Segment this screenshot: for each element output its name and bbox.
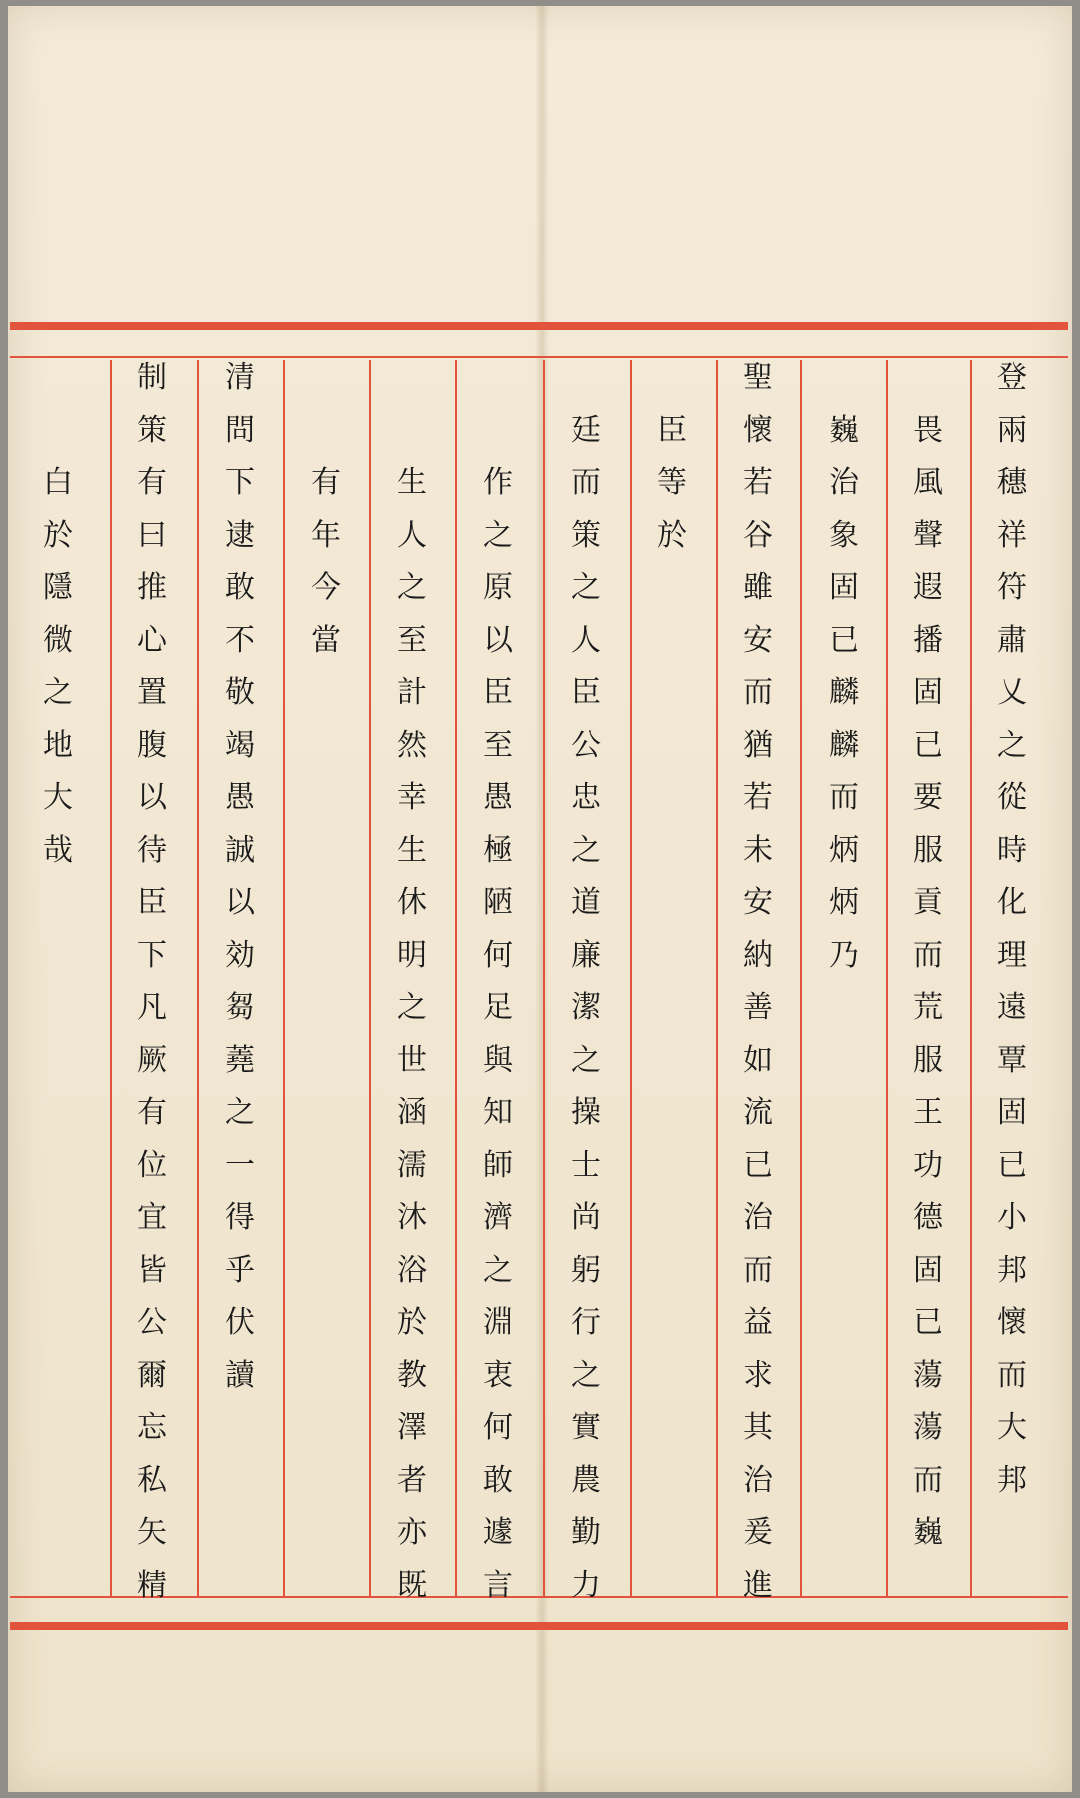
character: 而: [913, 1462, 943, 1498]
character: 於: [43, 517, 73, 553]
col-5: [633, 352, 711, 1665]
character: 淵: [483, 1305, 513, 1340]
character: 服: [913, 1042, 943, 1078]
character: 作: [483, 465, 513, 500]
character: 以: [483, 622, 513, 658]
character: 原: [483, 570, 513, 605]
character: 炳: [829, 832, 859, 868]
character: 衷: [483, 1357, 513, 1393]
character: 而: [997, 1357, 1027, 1393]
character: 治: [743, 1200, 773, 1235]
character: 陋: [483, 885, 513, 920]
character: 功: [913, 1147, 943, 1183]
character: 固: [913, 1252, 943, 1288]
character: 猶: [743, 727, 773, 763]
character: 敬: [225, 675, 255, 710]
character: 躬: [571, 1252, 601, 1288]
character: 與: [483, 1042, 513, 1078]
character: 穗: [997, 465, 1027, 500]
character: 兩: [997, 412, 1027, 448]
character: 敢: [225, 570, 255, 605]
character: 之: [571, 1357, 601, 1393]
character: 畏: [913, 412, 943, 448]
column-rule: [886, 360, 888, 1596]
character: 之: [571, 1042, 601, 1078]
character: 逮: [225, 517, 255, 553]
character: 今: [311, 570, 341, 605]
character: 而: [571, 465, 601, 500]
character: 竭: [225, 727, 255, 763]
character: 已: [829, 622, 859, 658]
col-6: [547, 352, 625, 1665]
character: 化: [997, 885, 1027, 920]
character: 足: [483, 990, 513, 1025]
character: 私: [137, 1462, 167, 1498]
character: 操: [571, 1095, 601, 1130]
character: 已: [743, 1147, 773, 1183]
character: 遽: [483, 1515, 513, 1550]
character: 潔: [571, 990, 601, 1025]
column-rule: [369, 360, 371, 1596]
character: 之: [397, 570, 427, 605]
character: 隱: [43, 570, 73, 605]
character: 雖: [743, 570, 773, 605]
character: 何: [483, 1410, 513, 1445]
character: 宜: [137, 1200, 167, 1235]
character: 治: [829, 465, 859, 500]
character: 要: [913, 780, 943, 815]
character: 心: [137, 622, 167, 658]
character: 已: [913, 1305, 943, 1340]
character: 蕩: [913, 1357, 943, 1393]
column-rule: [630, 360, 632, 1596]
character: 尚: [571, 1200, 601, 1235]
character: 實: [571, 1410, 601, 1445]
character: 沐: [397, 1200, 427, 1235]
character: 固: [913, 675, 943, 710]
character: 覃: [997, 1042, 1027, 1078]
character: 祥: [997, 517, 1027, 553]
character: 如: [743, 1042, 773, 1078]
character: 忘: [137, 1410, 167, 1445]
character: 年: [311, 517, 341, 553]
character: 待: [137, 832, 167, 868]
character: 至: [397, 622, 427, 658]
character: 下: [137, 937, 167, 973]
character: 德: [913, 1200, 943, 1235]
character: 者: [397, 1462, 427, 1498]
character: 麟: [829, 727, 859, 763]
character: 極: [483, 832, 513, 868]
character: 何: [483, 937, 513, 973]
column-rule: [110, 360, 112, 1596]
character: 進: [743, 1567, 773, 1603]
character: 勤: [571, 1515, 601, 1550]
character: 肅: [997, 622, 1027, 658]
character: 不: [225, 622, 255, 658]
character: 臣: [571, 675, 601, 710]
character: 世: [397, 1042, 427, 1078]
character: 而: [743, 675, 773, 710]
character: 固: [829, 570, 859, 605]
character: 清: [225, 360, 255, 395]
character: 有: [311, 465, 341, 500]
character: 既: [397, 1567, 427, 1603]
character: 遐: [913, 570, 943, 605]
col-1: [973, 352, 1051, 1612]
character: 炳: [829, 885, 859, 920]
character: 愚: [483, 780, 513, 815]
character: 荒: [913, 990, 943, 1025]
character: 下: [225, 465, 255, 500]
character: 推: [137, 570, 167, 605]
character: 懷: [743, 412, 773, 448]
character: 其: [743, 1410, 773, 1445]
character: 於: [397, 1305, 427, 1340]
character: 至: [483, 727, 513, 763]
column-rule: [716, 360, 718, 1596]
character: 位: [137, 1147, 167, 1183]
character: 懷: [997, 1305, 1027, 1340]
character: 誠: [225, 832, 255, 868]
character: 敢: [483, 1462, 513, 1498]
character: 人: [397, 517, 427, 553]
col-2: [889, 352, 967, 1665]
character: 問: [225, 412, 255, 448]
character: 曰: [137, 517, 167, 553]
character: 厥: [137, 1042, 167, 1078]
character: 納: [743, 937, 773, 973]
character: 谷: [743, 517, 773, 553]
character: 乎: [225, 1252, 255, 1288]
character: 之: [397, 990, 427, 1025]
character: 爰: [743, 1515, 773, 1550]
character: 安: [743, 622, 773, 658]
character: 時: [997, 832, 1027, 868]
character: 從: [997, 780, 1027, 815]
character: 臣: [657, 412, 687, 448]
column-rule: [283, 360, 285, 1596]
character: 當: [311, 622, 341, 658]
character: 以: [225, 885, 255, 920]
character: 未: [743, 832, 773, 868]
character: 服: [913, 832, 943, 868]
character: 士: [571, 1147, 601, 1183]
character: 遠: [997, 990, 1027, 1025]
character: 効: [225, 937, 255, 973]
character: 蕩: [913, 1410, 943, 1445]
col-8: [373, 352, 451, 1717]
character: 策: [571, 517, 601, 553]
character: 伏: [225, 1305, 255, 1340]
character: 已: [913, 727, 943, 763]
character: 皆: [137, 1252, 167, 1288]
character: 小: [997, 1200, 1027, 1235]
character: 善: [743, 990, 773, 1025]
character: 制: [137, 360, 167, 395]
character: 公: [137, 1305, 167, 1340]
character: 貢: [913, 885, 943, 920]
top-border-thick: [10, 322, 1068, 330]
character: 大: [43, 780, 73, 815]
character: 乂: [997, 675, 1027, 710]
character: 計: [397, 675, 427, 710]
character: 芻: [225, 990, 255, 1025]
character: 哉: [43, 832, 73, 868]
character: 登: [997, 360, 1027, 395]
character: 浴: [397, 1252, 427, 1288]
character: 乃: [829, 937, 859, 973]
character: 言: [483, 1567, 513, 1603]
column-rule: [970, 360, 972, 1596]
character: 麟: [829, 675, 859, 710]
character: 之: [571, 570, 601, 605]
character: 固: [997, 1095, 1027, 1130]
character: 讀: [225, 1357, 255, 1393]
character: 之: [483, 517, 513, 553]
character: 安: [743, 885, 773, 920]
character: 休: [397, 885, 427, 920]
character: 涵: [397, 1095, 427, 1130]
character: 象: [829, 517, 859, 553]
character: 白: [43, 465, 73, 500]
character: 邦: [997, 1462, 1027, 1498]
character: 一: [225, 1147, 255, 1183]
character: 風: [913, 465, 943, 500]
character: 濡: [397, 1147, 427, 1183]
character: 師: [483, 1147, 513, 1183]
character: 廷: [571, 412, 601, 448]
character: 凡: [137, 990, 167, 1025]
character: 而: [913, 937, 943, 973]
character: 濟: [483, 1200, 513, 1235]
character: 邦: [997, 1252, 1027, 1288]
character: 人: [571, 622, 601, 658]
col-12: [19, 352, 97, 1717]
character: 之: [483, 1252, 513, 1288]
character: 若: [743, 780, 773, 815]
character: 之: [225, 1095, 255, 1130]
character: 巍: [829, 412, 859, 448]
character: 有: [137, 1095, 167, 1130]
character: 符: [997, 570, 1027, 605]
column-rule: [800, 360, 802, 1596]
character: 有: [137, 465, 167, 500]
character: 播: [913, 622, 943, 658]
character: 公: [571, 727, 601, 763]
col-10: [201, 352, 279, 1612]
character: 之: [43, 675, 73, 710]
character: 微: [43, 622, 73, 658]
character: 王: [913, 1095, 943, 1130]
character: 生: [397, 832, 427, 868]
col-7: [459, 352, 537, 1717]
character: 矢: [137, 1515, 167, 1550]
character: 得: [225, 1200, 255, 1235]
character: 生: [397, 465, 427, 500]
character: 治: [743, 1462, 773, 1498]
character: 之: [997, 727, 1027, 763]
character: 已: [997, 1147, 1027, 1183]
character: 聲: [913, 517, 943, 553]
character: 道: [571, 885, 601, 920]
col-11: [113, 352, 191, 1612]
character: 以: [137, 780, 167, 815]
character: 益: [743, 1305, 773, 1340]
character: 策: [137, 412, 167, 448]
character: 爾: [137, 1357, 167, 1393]
column-rule: [543, 360, 545, 1596]
character: 澤: [397, 1410, 427, 1445]
character: 廉: [571, 937, 601, 973]
character: 忠: [571, 780, 601, 815]
character: 置: [137, 675, 167, 710]
column-rule: [455, 360, 457, 1596]
character: 之: [571, 832, 601, 868]
col-3: [805, 352, 883, 1665]
character: 聖: [743, 360, 773, 395]
character: 然: [397, 727, 427, 763]
character: 地: [43, 727, 73, 763]
character: 等: [657, 465, 687, 500]
character: 行: [571, 1305, 601, 1340]
character: 愚: [225, 780, 255, 815]
character: 求: [743, 1357, 773, 1393]
character: 蕘: [225, 1042, 255, 1078]
column-rule: [197, 360, 199, 1596]
character: 流: [743, 1095, 773, 1130]
col-4: [719, 352, 797, 1612]
character: 大: [997, 1410, 1027, 1445]
character: 臣: [483, 675, 513, 710]
character: 巍: [913, 1515, 943, 1550]
character: 而: [829, 780, 859, 815]
character: 精: [137, 1567, 167, 1603]
character: 力: [571, 1567, 601, 1603]
character: 知: [483, 1095, 513, 1130]
col-9: [287, 352, 365, 1717]
character: 幸: [397, 780, 427, 815]
character: 教: [397, 1357, 427, 1393]
character: 明: [397, 937, 427, 973]
character: 若: [743, 465, 773, 500]
character: 亦: [397, 1515, 427, 1550]
character: 腹: [137, 727, 167, 763]
character: 理: [997, 937, 1027, 973]
character: 臣: [137, 885, 167, 920]
character: 而: [743, 1252, 773, 1288]
character: 農: [571, 1462, 601, 1498]
character: 於: [657, 517, 687, 553]
